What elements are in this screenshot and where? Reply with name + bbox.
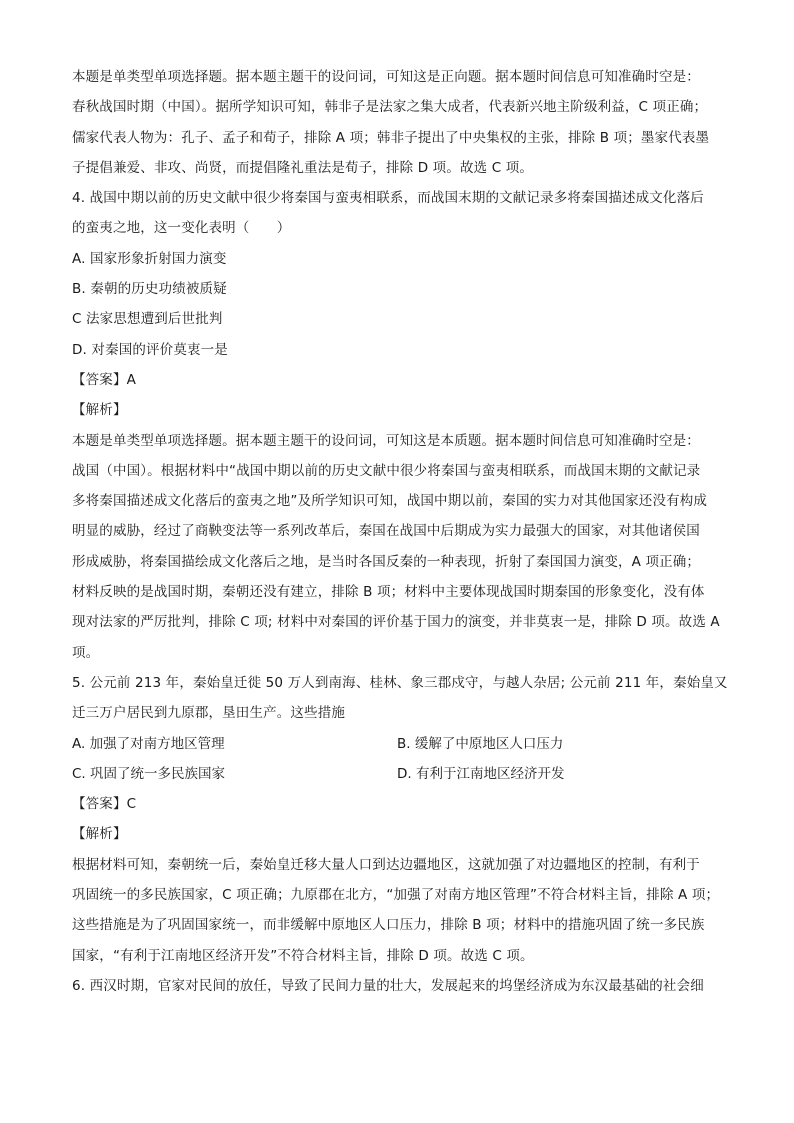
text-line: 本题是单类型单项选择题。据本题主题干的设问词，可知这是正向题。据本题时间信息可知准确时空是： [72,69,700,85]
text-line: 本题是单类型单项选择题。据本题主题干的设问词，可知这是本质题。据本题时间信息可知准确时空是： [72,432,700,449]
question-4-stem: 4. 战国中期以前的历史文献中很少将秦国与蛮夷相联系，而战国末期的文献记录多将秦国描述成文化落后 [72,190,704,207]
question-5-option-a: A. 加强了对南方地区管理 [72,735,225,752]
question-4-option-c: C 法家思想遭到后世批判 [72,311,223,328]
text-line: 子提倡兼爱、非攻、尚贤，而提倡隆礼重法是荀子，排除 D 项。故选 C 项。 [72,159,534,176]
text-line: 明显的威胁，经过了商鞅变法等一系列改革后，秦国在战国中后期成为实力最强大的国家，对其他诸侯国 [72,523,700,540]
text-line: 多将秦国描述成文化落后的蛮夷之地”及所学知识可知，战国中期以前，秦国的实力对其他国家还没有构成 [72,493,708,510]
answer-label: 【答案】A [72,371,136,388]
answer-label: 【答案】C [72,796,137,813]
question-5-options-row [72,729,722,759]
text-line: 材料反映的是战国时期，秦朝还没有建立，排除 B 项；材料中主要体现战国时期秦国的形象变化，没有体 [72,584,705,601]
text-line: 巩固统一的多民族国家，C 项正确；九原郡在北方，“加强了对南方地区管理”不符合材料主旨，排除 A 项； [72,887,720,904]
question-5-stem: 5. 公元前 213 年，秦始皇迁徙 50 万人到南海、桂林、象三郡戍守，与越人杂居; 公元前 211 年，秦始皇又 [72,674,728,691]
text-line: 国家，“有利于江南地区经济开发”不符合材料主旨，排除 D 项。故选 C 项。 [72,947,534,964]
text-line: 这些措施是为了巩固国家统一，而非缓解中原地区人口压力，排除 B 项；材料中的措施巩固了统一多民族 [72,917,705,934]
question-5-option-d: D. 有利于江南地区经济开发 [397,765,565,782]
text-line: 现对法家的严厉批判，排除 C 项; 材料中对秦国的评价基于国力的演变，并非莫衷一是，排除 D 项。故选 A [72,614,720,631]
text-line: 战国（中国）。根据材料中“战国中期以前的历史文献中很少将秦国与蛮夷相联系，而战国末期的文献记录 [72,462,701,479]
question-4-option-b: B. 秦朝的历史功绩被质疑 [72,281,227,298]
question-5-options-row [72,759,722,789]
text-line: 根据材料可知，秦朝统一后，秦始皇迁移大量人口到达边疆地区，这就加强了对边疆地区的控制，有利于 [72,856,700,873]
question-4-stem: 的蛮夷之地，这一变化表明（ ） [72,220,291,237]
document-page [72,62,728,1001]
question-6-stem: 6. 西汉时期，官家对民间的放任，导致了民间力量的壮大，发展起来的坞堡经济成为东汉最基础的社会细 [72,977,704,994]
text-line: 项。 [72,644,100,661]
question-5-option-b: B. 缓解了中原地区人口压力 [397,735,564,752]
text-line: 春秋战国时期（中国）。据所学知识可知，韩非子是法家之集大成者，代表新兴地主阶级利益，C 项正确； [72,99,708,116]
question-5-option-c: C. 巩固了统一多民族国家 [72,765,226,782]
analysis-label: 【解析】 [72,826,127,843]
text-line: 儒家代表人物为：孔子、孟子和荀子，排除 A 项；韩非子提出了中央集权的主张，排除 B 项；墨家代表墨 [72,129,710,146]
analysis-label: 【解析】 [72,402,127,419]
text-line: 形成威胁，将秦国描绘成文化落后之地，是当时各国反秦的一种表现，折射了秦国国力演变，A 项正确； [72,553,701,570]
question-4-option-a: A. 国家形象折射国力演变 [72,250,227,267]
question-5-stem: 迁三万户居民到九原郡，垦田生产。这些措施 [72,705,345,722]
question-4-option-d: D. 对秦国的评价莫衷一是 [72,341,228,358]
